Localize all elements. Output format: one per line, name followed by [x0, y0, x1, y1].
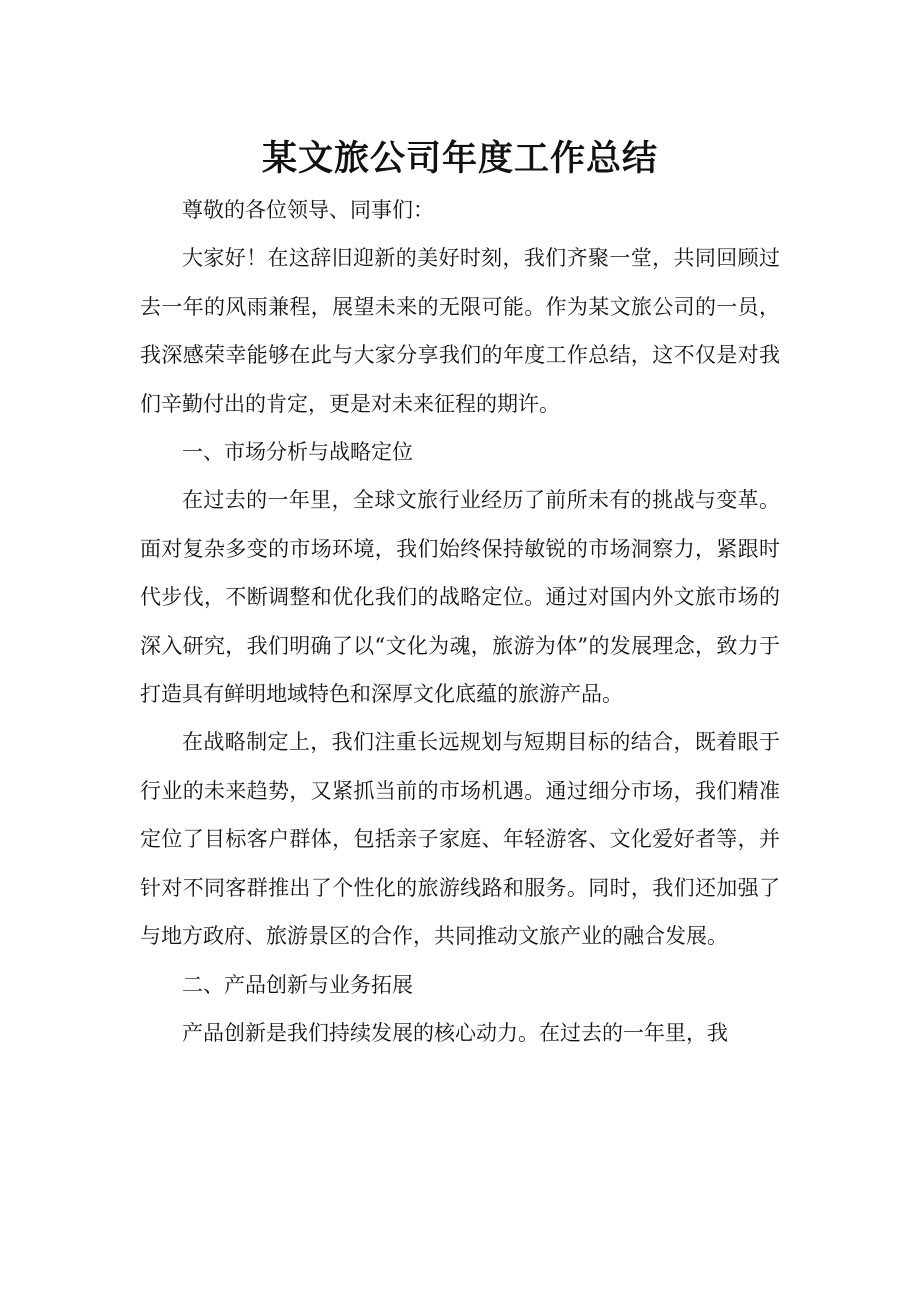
section-heading-1: 一、市场分析与战略定位 [182, 440, 413, 465]
paragraph-greeting: 大家好！在这辞旧迎新的美好时刻，我们齐聚一堂，共同回顾过去一年的风雨兼程，展望未来的无限可能。作为某文旅公司的一员，我深感荣幸能够在此与大家分享我们的年度工作总结，这不仅是对我们辛勤付出的肯定，更是对未来征程的期许。 [140, 246, 780, 416]
paragraph-market-analysis: 在过去的一年里，全球文旅行业经历了前所未有的挑战与变革。面对复杂多变的市场环境，我们始终保持敏锐的市场洞察力，紧跟时代步伐，不断调整和优化我们的战略定位。通过对国内外文旅市场的深入研究，我们明确了以“文化为魂，旅游为体”的发展理念，致力于打造具有鲜明地域特色和深厚文化底蕴的旅游产品。 [140, 488, 780, 707]
document-body [140, 186, 780, 1057]
section-heading-2: 二、产品创新与业务拓展 [182, 972, 413, 997]
salutation: 尊敬的各位领导、同事们： [182, 198, 434, 222]
document-title: 某文旅公司年度工作总结 [261, 139, 658, 179]
paragraph-product-innovation: 产品创新是我们持续发展的核心动力。在过去的一年里，我 [182, 1020, 728, 1045]
paragraph-strategy: 在战略制定上，我们注重长远规划与短期目标的结合，既着眼于行业的未来趋势，又紧抓当前的市场机遇。通过细分市场，我们精准定位了目标客户群体，包括亲子家庭、年轻游客、文化爱好者等，并针对不同客群推出了个性化的旅游线路和服务。同时，我们还加强了与地方政府、旅游景区的合作，共同推动文旅产业的融合发展。 [140, 730, 780, 949]
